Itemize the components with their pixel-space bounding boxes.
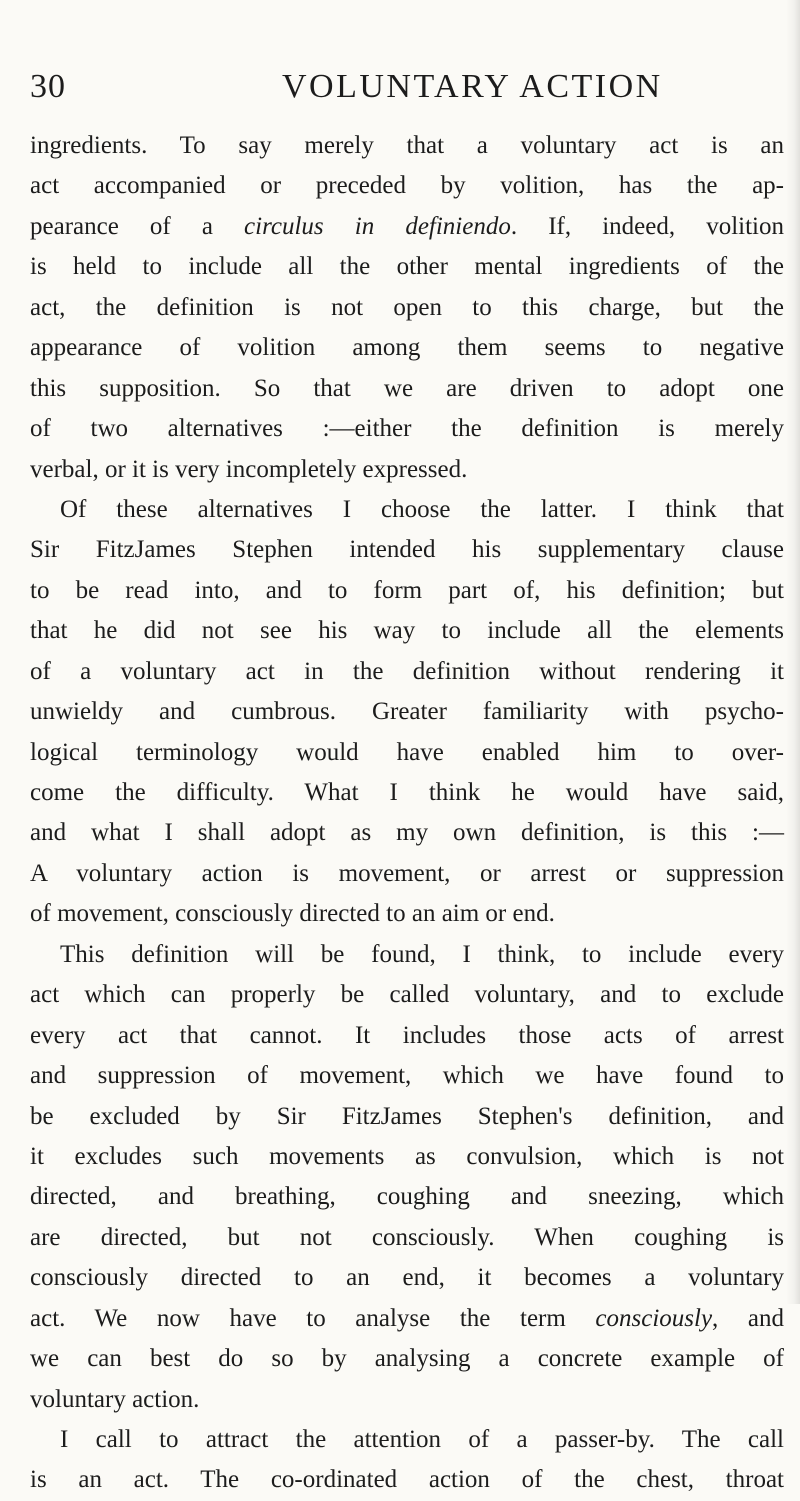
text-line-content: is held to include all the other mental ingredients of the	[30, 253, 784, 281]
text-line-content: directed, and breathing, coughing and sneezing, which	[30, 1183, 784, 1211]
text-line-content: This definition will be found, I think, to include every	[60, 940, 784, 968]
text-line	[30, 288, 784, 328]
text-line-content: of two alternatives :—either the definition is merely	[30, 415, 784, 443]
text-line	[30, 409, 784, 449]
italic-phrase: circulus in definiendo	[244, 212, 511, 240]
text-line-content: that he did not see his way to include all the elements	[30, 617, 784, 645]
text-line-content: it excludes such movements as convulsion, which is not	[30, 1142, 784, 1170]
text-line	[30, 530, 784, 570]
text-line-content: of a voluntary act in the definition without rendering it	[30, 657, 784, 685]
text-line	[30, 773, 784, 813]
text-line	[30, 854, 784, 894]
running-head	[30, 60, 770, 110]
text-line-content: act, the definition is not open to this charge, but the	[30, 293, 784, 321]
text-line-content: act. We now have to analyse the term	[30, 1304, 596, 1332]
text-line	[30, 166, 784, 206]
text-line	[30, 1258, 784, 1298]
text-line-content: Of these alternatives I choose the latter. I think that	[60, 495, 784, 523]
text-line-content: and suppression of movement, which we have found to	[30, 1062, 784, 1090]
running-title: VOLUNTARY ACTION	[282, 68, 663, 105]
text-line-content: be excluded by Sir FitzJames Stephen's definition, and	[30, 1102, 784, 1130]
text-line	[30, 450, 784, 490]
text-line	[30, 1218, 784, 1258]
text-line	[30, 733, 784, 773]
text-line-content: we can best do so by analysing a concrete example of	[30, 1345, 784, 1373]
text-line-content: and what I shall adopt as my own definition, is this :—	[30, 819, 784, 847]
text-line	[30, 1339, 784, 1379]
text-line	[30, 611, 784, 651]
text-line-content: come the difficulty. What I think he would have said,	[30, 779, 784, 806]
text-line-content: verbal, or it is very incompletely expressed.	[30, 455, 468, 483]
text-line-content: I call to attract the attention of a passer-by. The call	[60, 1426, 784, 1453]
text-line-content: are directed, but not consciously. When coughing is	[30, 1223, 784, 1251]
text-line-continuation: . If, indeed, volition	[510, 212, 784, 240]
text-line-content: of movement, consciously directed to an aim or end.	[30, 900, 555, 928]
text-line	[30, 692, 784, 732]
text-line-content: ingredients. To say merely that a voluntary act is an	[30, 132, 784, 159]
text-line	[30, 126, 784, 166]
text-line	[30, 1380, 784, 1420]
page-number: 30	[30, 68, 66, 105]
text-line-content: is an act. The co-ordinated action of the chest, throat	[30, 1466, 784, 1494]
text-line	[30, 1299, 784, 1339]
text-line-content: A voluntary action is movement, or arrest or suppression	[30, 859, 784, 887]
text-line-content: appearance of volition among them seems to negative	[30, 334, 784, 362]
text-line	[30, 1177, 784, 1217]
text-line-content: voluntary action.	[30, 1385, 200, 1413]
text-line-continuation: , and	[712, 1304, 784, 1332]
text-line	[30, 571, 784, 611]
text-line	[30, 975, 784, 1015]
text-line-content: to be read into, and to form part of, his definition; but	[30, 576, 784, 604]
text-line	[30, 935, 784, 975]
text-line	[30, 1056, 784, 1096]
text-line	[30, 1097, 784, 1137]
text-line	[30, 490, 784, 530]
text-line-content: this supposition. So that we are driven to adopt one	[30, 374, 784, 402]
text-line	[30, 1460, 784, 1500]
text-line-content: logical terminology would have enabled him to over-	[30, 738, 784, 766]
text-line	[30, 247, 784, 287]
page-edge-shadow	[786, 0, 800, 1304]
text-line	[30, 813, 784, 853]
text-line	[30, 328, 784, 368]
text-line	[30, 369, 784, 409]
text-line	[30, 652, 784, 692]
text-line	[30, 1137, 784, 1177]
text-line-content: every act that cannot. It includes those acts of arrest	[30, 1021, 784, 1049]
italic-phrase: consciously	[595, 1304, 713, 1332]
body-text	[30, 126, 784, 1501]
text-line-content: act accompanied or preceded by volition, has the ap-	[30, 172, 784, 200]
text-line-content: consciously directed to an end, it becomes a voluntary	[30, 1264, 784, 1292]
text-line-content: act which can properly be called voluntary, and to exclude	[30, 981, 784, 1009]
text-line-content: Sir FitzJames Stephen intended his supplementary clause	[30, 536, 784, 564]
text-line-content: pearance of a	[30, 212, 245, 240]
text-line-content: unwieldy and cumbrous. Greater familiarity with psycho-	[30, 698, 784, 726]
text-line	[30, 894, 784, 934]
text-line	[30, 1016, 784, 1056]
text-line	[30, 1420, 784, 1460]
text-line	[30, 207, 784, 247]
